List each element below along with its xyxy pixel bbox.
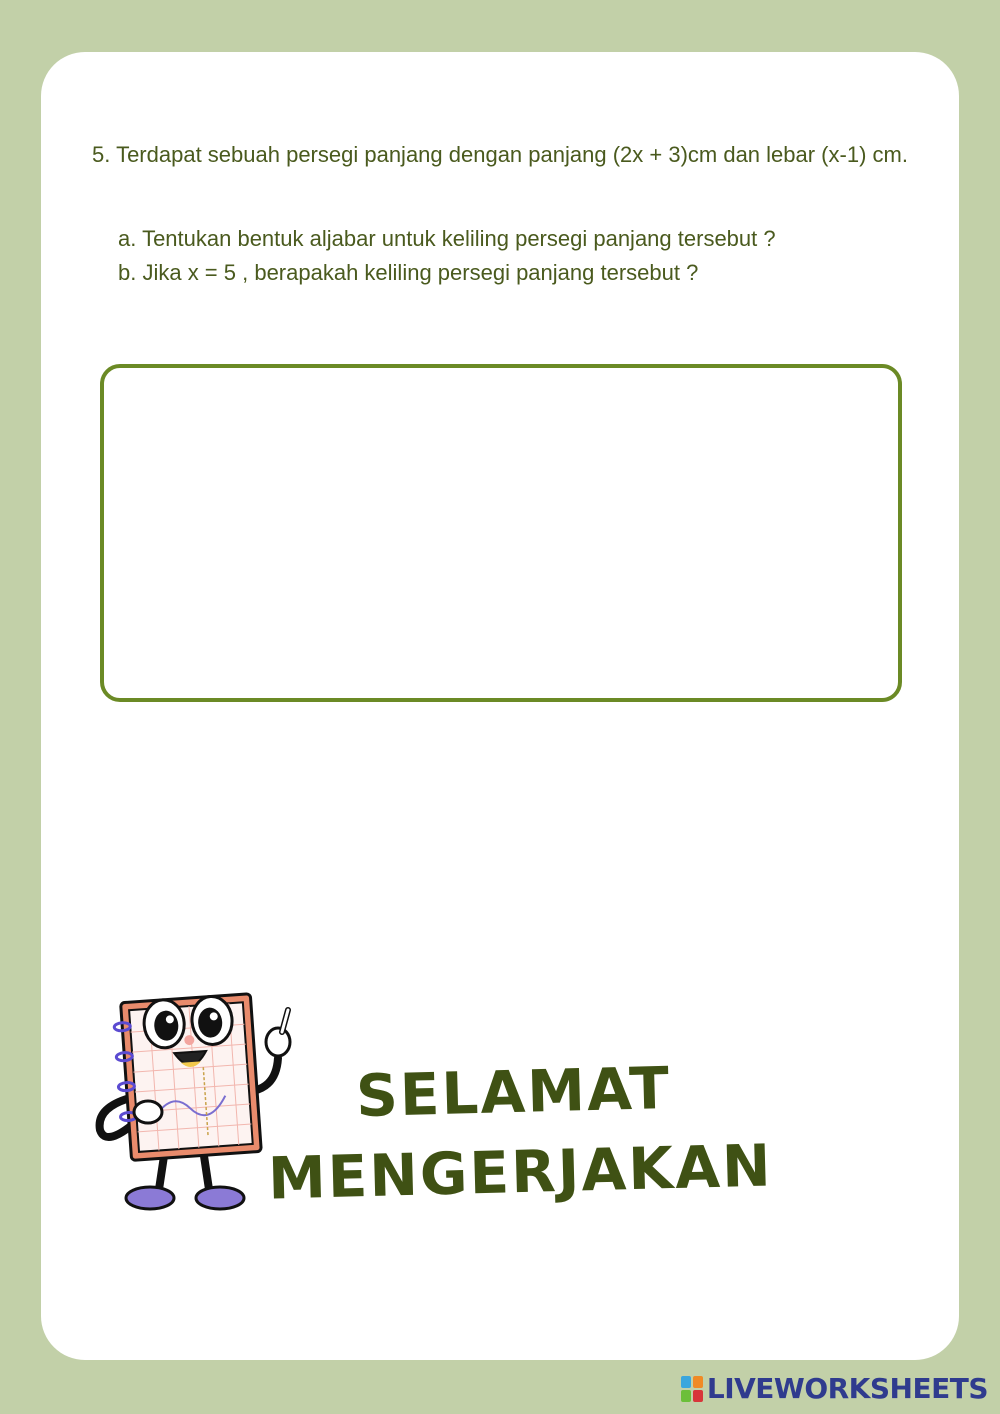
brand-name: LIVEWORKSHEETS [706,1372,988,1405]
liveworksheets-logo [681,1372,988,1405]
question-part-b: b. Jika x = 5 , berapakah keliling persegi panjang tersebut ? [118,260,699,285]
closing-line-1: SELAMAT [355,1053,672,1131]
question-text: 5. Terdapat sebuah persegi panjang dengan panjang (2x + 3)cm dan lebar (x-1) cm. [92,142,908,167]
liveworksheets-icon [681,1376,703,1402]
question-part-a: a. Tentukan bentuk aljabar untuk keliling persegi panjang tersebut ? [118,226,776,251]
answer-box[interactable] [100,364,902,702]
closing-line-2: MENGERJAKAN [267,1131,774,1213]
